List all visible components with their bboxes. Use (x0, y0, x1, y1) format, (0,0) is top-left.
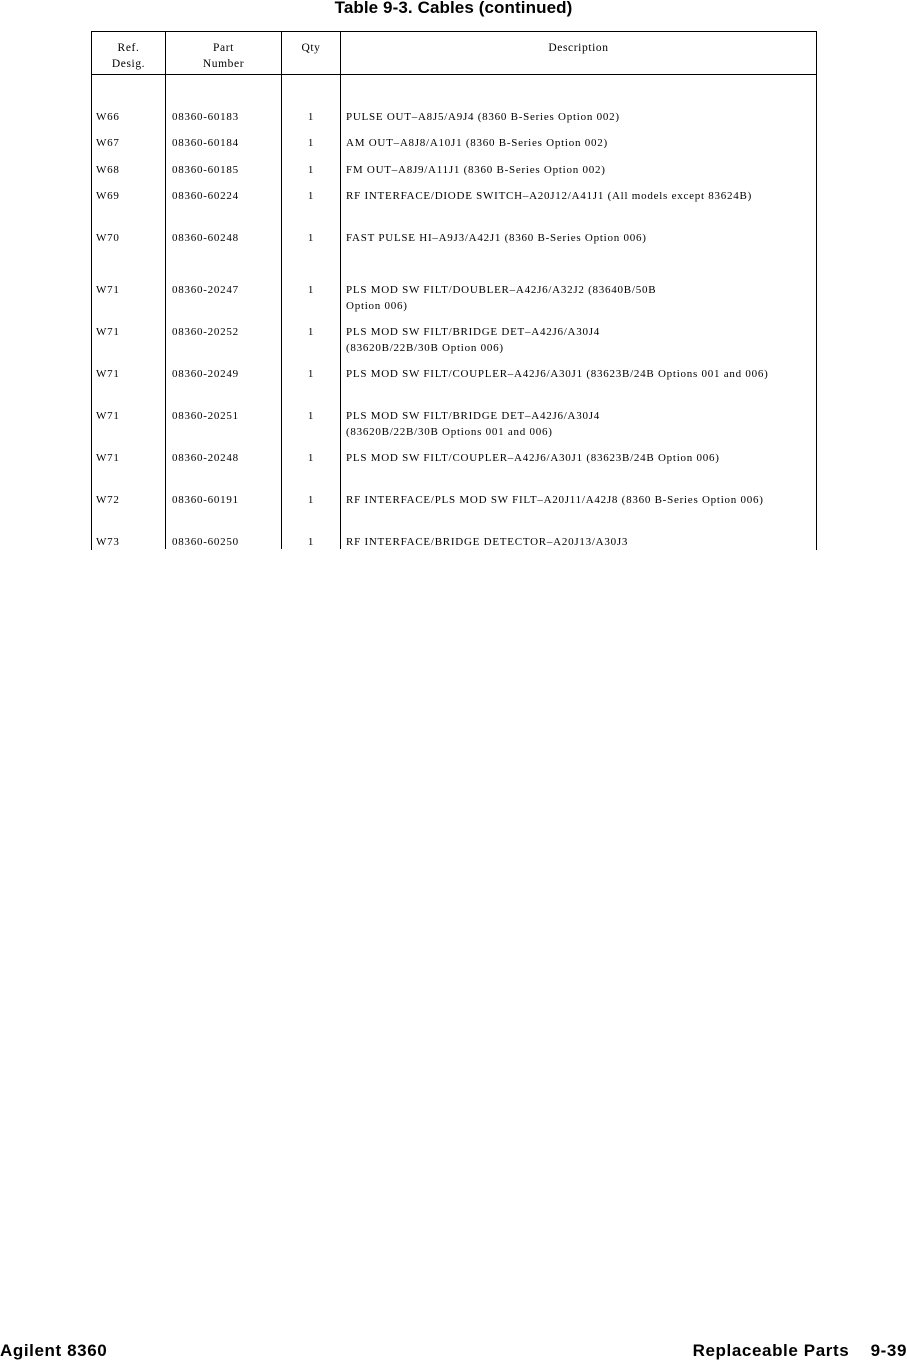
ref-desig: W72 (96, 494, 120, 506)
description: PLS MOD SW FILT/BRIDGE DET–A42J6/A30J4 (83620B/22B/30B Options 001 and 006) (346, 410, 601, 438)
part-number: 08360-20248 (172, 452, 239, 464)
ref-desig: W71 (96, 452, 120, 464)
column-divider (165, 32, 166, 549)
part-number: 08360-60250 (172, 536, 239, 548)
qty: 1 (307, 284, 315, 296)
header-part-line2: Number (202, 58, 245, 70)
qty: 1 (307, 137, 315, 149)
description: PLS MOD SW FILT/COUPLER–A42J6/A30J1 (83623B/24B Option 006) (346, 452, 720, 464)
qty: 1 (307, 326, 315, 338)
part-number: 08360-60248 (172, 232, 239, 244)
cables-table (91, 31, 817, 550)
ref-desig: W71 (96, 284, 120, 296)
description: PULSE OUT–A8J5/A9J4 (8360 B-Series Option 002) (346, 111, 620, 123)
page-title: Table 9-3. Cables (continued) (334, 0, 573, 17)
description: PLS MOD SW FILT/COUPLER–A42J6/A30J1 (83623B/24B Options 001 and 006) (346, 368, 769, 380)
qty: 1 (307, 536, 315, 548)
description: PLS MOD SW FILT/BRIDGE DET–A42J6/A30J4 (83620B/22B/30B Option 006) (346, 326, 601, 354)
footer-product-name: Agilent 8360 (0, 1341, 108, 1360)
part-number: 08360-60184 (172, 137, 239, 149)
description: RF INTERFACE/PLS MOD SW FILT–A20J11/A42J8 (8360 B-Series Option 006) (346, 494, 764, 506)
qty: 1 (307, 410, 315, 422)
ref-desig: W66 (96, 111, 120, 123)
ref-desig: W67 (96, 137, 120, 149)
ref-desig: W73 (96, 536, 120, 548)
qty: 1 (307, 452, 315, 464)
qty: 1 (307, 494, 315, 506)
header-ref-line2: Desig. (111, 58, 146, 70)
header-part-line1: Part (213, 42, 234, 54)
header-description: Description (548, 42, 609, 54)
part-number: 08360-20247 (172, 284, 239, 296)
part-number: 08360-60191 (172, 494, 239, 506)
part-number: 08360-60185 (172, 164, 239, 176)
description: PLS MOD SW FILT/DOUBLER–A42J6/A32J2 (83640B/50B Option 006) (346, 284, 657, 312)
ref-desig: W70 (96, 232, 120, 244)
header-rule (92, 74, 816, 75)
part-number: 08360-20252 (172, 326, 239, 338)
qty: 1 (307, 368, 315, 380)
description: FM OUT–A8J9/A11J1 (8360 B-Series Option 002) (346, 164, 606, 176)
ref-desig: W68 (96, 164, 120, 176)
qty: 1 (307, 232, 315, 244)
qty: 1 (307, 111, 315, 123)
ref-desig: W71 (96, 410, 120, 422)
header-qty: Qty (301, 42, 321, 54)
part-number: 08360-20249 (172, 368, 239, 380)
description: FAST PULSE HI–A9J3/A42J1 (8360 B-Series Option 006) (346, 232, 647, 244)
column-divider (340, 32, 341, 549)
qty: 1 (307, 164, 315, 176)
description: RF INTERFACE/DIODE SWITCH–A20J12/A41J1 (All models except 83624B) (346, 190, 753, 202)
header-ref-line1: Ref. (117, 42, 140, 54)
header-ref-desig (92, 40, 165, 72)
part-number: 08360-60224 (172, 190, 239, 202)
part-number: 08360-60183 (172, 111, 239, 123)
qty: 1 (307, 190, 315, 202)
part-number: 08360-20251 (172, 410, 239, 422)
column-divider (281, 32, 282, 549)
description: RF INTERFACE/BRIDGE DETECTOR–A20J13/A30J3 (346, 536, 629, 548)
header-part-number (166, 40, 281, 72)
ref-desig: W71 (96, 326, 120, 338)
footer-section-page: Replaceable Parts 9-39 (692, 1341, 907, 1360)
ref-desig: W69 (96, 190, 120, 202)
description: AM OUT–A8J8/A10J1 (8360 B-Series Option 002) (346, 137, 608, 149)
ref-desig: W71 (96, 368, 120, 380)
